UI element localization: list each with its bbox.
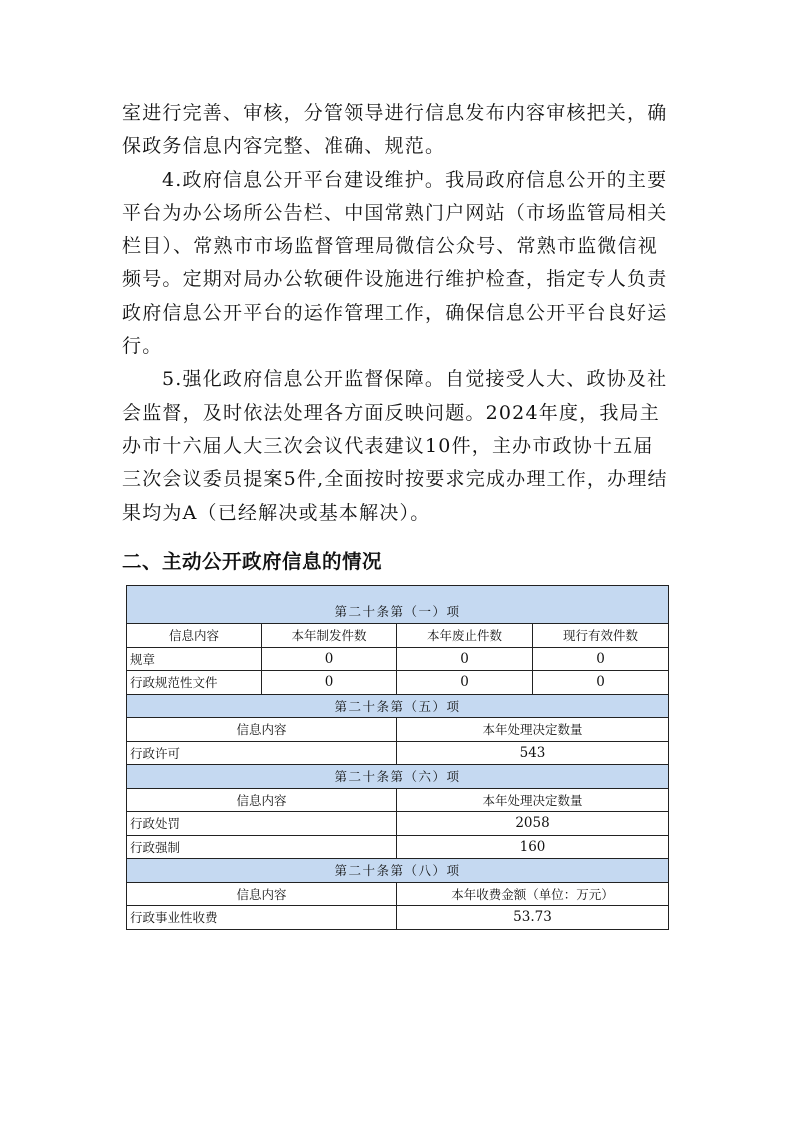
table-row: [127, 741, 669, 765]
column-header: 本年收费金额（单位：万元）: [397, 882, 669, 906]
column-header: 信息内容: [127, 718, 397, 742]
column-header: 信息内容: [127, 624, 262, 648]
table-section-title: 第二十条第（六）项: [127, 765, 669, 789]
cell-value: 543: [397, 741, 669, 765]
paragraph-platform-maintenance: 4.政府信息公开平台建设维护。我局政府信息公开的主要平台为办公场所公告栏、中国常熟门户网站（市场监管局相关栏目）、常熟市市场监督管理局微信公众号、常熟市监微信视频号。定期对局办公软硬件设施进行维护检查，指定专人负责政府信息公开平台的运作管理工作，确保信息公开平台良好运行。: [122, 168, 668, 358]
column-header: 本年处理决定数量: [397, 788, 669, 812]
paragraph-supervision: 5.强化政府信息公开监督保障。自觉接受人大、政协及社会监督，及时依法处理各方面反映问题。2024年度，我局主办市十六届人大三次会议代表建议10件，主办市政协十五届三次会议委员提案5件,全面按时按要求完成办理工作，办理结果均为A（已经解决或基本解决）。: [122, 368, 668, 524]
cell-value: 2058: [397, 812, 669, 836]
row-label: 行政强制: [127, 835, 397, 859]
body-text: [122, 97, 672, 530]
cell-value: 0: [262, 671, 397, 695]
disclosure-table: [126, 585, 669, 930]
row-label: 行政处罚: [127, 812, 397, 836]
row-label: 规章: [127, 647, 262, 671]
column-header: 现行有效件数: [533, 624, 669, 648]
row-label: 行政许可: [127, 741, 397, 765]
section-heading: 二、主动公开政府信息的情况: [122, 550, 383, 573]
cell-value: 0: [533, 647, 669, 671]
row-label: 行政规范性文件: [127, 671, 262, 695]
table-row: [127, 647, 669, 671]
column-header: 本年处理决定数量: [397, 718, 669, 742]
cell-value: 0: [397, 671, 533, 695]
table-row: [127, 671, 669, 695]
cell-value: 0: [262, 647, 397, 671]
column-header: 信息内容: [127, 882, 397, 906]
row-label: 行政事业性收费: [127, 906, 397, 930]
table-section-title: 第二十条第（五）项: [127, 694, 669, 718]
cell-value: 53.73: [397, 906, 669, 930]
table-section-title: 第二十条第（八）项: [127, 859, 669, 883]
cell-value: 0: [533, 671, 669, 695]
column-header: 本年制发件数: [262, 624, 397, 648]
table-row: [127, 835, 669, 859]
table-row: [127, 906, 669, 930]
table-section-title: 第二十条第（一）项: [127, 586, 669, 624]
table-row: [127, 812, 669, 836]
column-header: 本年废止件数: [397, 624, 533, 648]
column-header: 信息内容: [127, 788, 397, 812]
cell-value: 160: [397, 835, 669, 859]
cell-value: 0: [397, 647, 533, 671]
paragraph-continuation: 室进行完善、审核，分管领导进行信息发布内容审核把关，确保政务信息内容完整、准确、规范。: [122, 102, 668, 158]
